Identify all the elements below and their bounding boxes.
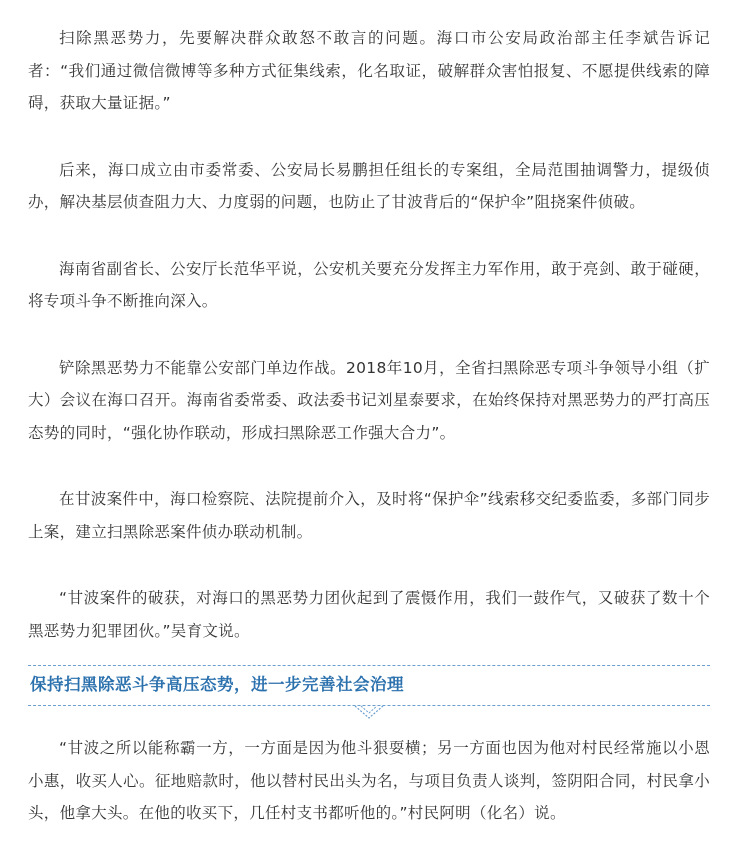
article-body-continued bbox=[28, 732, 710, 864]
chevron-down-icon bbox=[353, 705, 385, 721]
paragraph: “甘波之所以能称霸一方，一方面是因为他斗狠耍横；另一方面也因为他对村民经常施以小恩小惠，收买人心。征地赔款时，他以替村民出头为名，与项目负责人谈判，签阴阳合同，村民拿小头，他拿大头。在他的收买下，几任村支书都听他的。”村民阿明（化名）说。 bbox=[28, 739, 710, 822]
section-title: 保持扫黑除恶斗争高压态势，进一步完善社会治理 bbox=[30, 675, 404, 694]
paragraph: 在甘波案件中，海口检察院、法院提前介入，及时将“保护伞”线索移交纪委监委，多部门同步上案，建立扫黑除恶案件侦办联动机制。 bbox=[28, 490, 710, 541]
section-divider-top bbox=[28, 665, 710, 666]
paragraph: 后来，海口成立由市委常委、公安局长易鹏担任组长的专案组，全局范围抽调警力，提级侦办，解决基层侦查阻力大、力度弱的问题，也防止了甘波背后的“保护伞”阻挠案件侦破。 bbox=[28, 160, 710, 211]
paragraph: 海南省副省长、公安厅长范华平说，公安机关要充分发挥主力军作用，敢于亮剑、敢于碰硬，将专项斗争不断推向深入。 bbox=[28, 259, 710, 310]
paragraph: 扫除黑恶势力，先要解决群众敢怒不敢言的问题。海口市公安局政治部主任李斌告诉记者：“我们通过微信微博等多种方式征集线索，化名取证，破解群众害怕报复、不愿提供线索的障碍，获取大量证据。” bbox=[28, 29, 710, 112]
article-body bbox=[28, 22, 710, 681]
section-header bbox=[28, 664, 710, 708]
paragraph: 铲除黑恶势力不能靠公安部门单边作战。2018年10月，全省扫黑除恶专项斗争领导小组（扩大）会议在海口召开。海南省委常委、政法委书记刘星泰要求，在始终保持对黑恶势力的严打高压态势的同时，“强化协作联动，形成扫黑除恶工作强大合力”。 bbox=[28, 358, 710, 442]
paragraph: “甘波案件的破获，对海口的黑恶势力团伙起到了震慑作用，我们一鼓作气，又破获了数十个黑恶势力犯罪团伙。”吴育文说。 bbox=[28, 589, 710, 640]
